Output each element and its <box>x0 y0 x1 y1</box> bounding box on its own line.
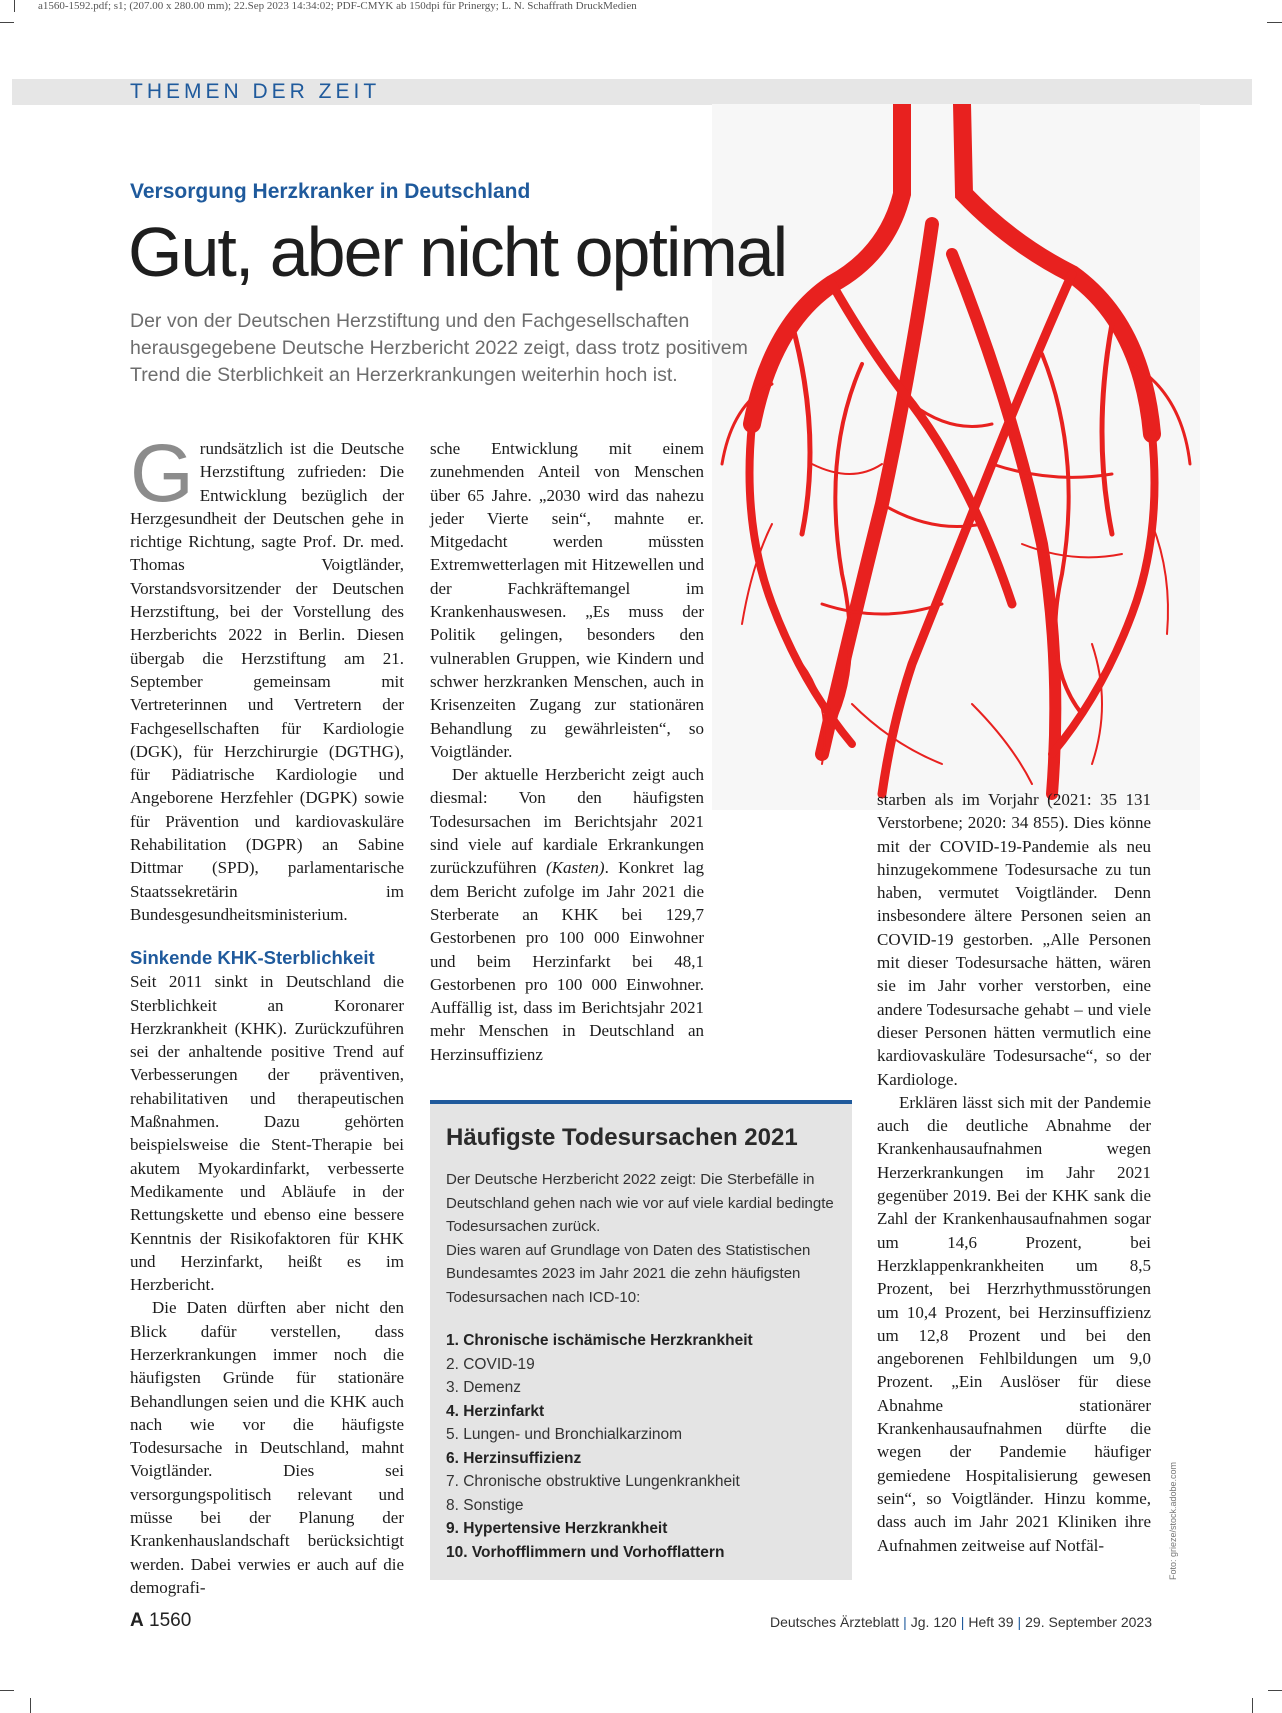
list-item: 3. Demenz <box>446 1379 521 1396</box>
footer-issue: Heft 39 <box>968 1614 1014 1630</box>
crop-mark-bottom-left <box>30 1698 31 1713</box>
list-item: 7. Chronische obstruktive Lungenkrankheit <box>446 1473 740 1490</box>
paragraph: Seit 2011 sinkt in Deutschland die Sterblichkeit an Koronarer Herzkrankheit (KHK). Zurückzuführen sei der anhaltende positive Trend auf Verbesserungen der präventiven, rehabilitativen und therapeutischen Maßnahmen. Dazu gehörten beispielsweise die Stent-Therapie bei akutem Myokardinfarkt, verbesserte Medikamente und Abläufe in der Rettungskette und ebenso eine bessere Kenntnis der Risikofaktoren für KHK und Herzinfarkt, heißt es im Herzbericht. <box>130 972 404 1295</box>
footer-journal: Deutsches Ärzteblatt <box>769 1614 900 1630</box>
info-box-title: Häufigste Todesursachen 2021 <box>446 1124 798 1151</box>
article-teaser: Der von der Deutschen Herzstiftung und den Fachgesellschaften herausgegebene Deutsche Herzbericht 2022 zeigt, dass trotz positivem Trend die Sterblichkeit an Herzerkrankungen weiterhin hoch ist. <box>130 310 748 386</box>
list-item: 6. Herzinsuffizienz <box>446 1449 582 1467</box>
heart-vessels-photo <box>712 104 1200 810</box>
footer-separator: | <box>1017 1614 1022 1630</box>
paragraph: Die Daten dürften aber nicht den Blick dafür verstellen, dass Herzerkrankungen immer noch die häufigsten Gründe für stationäre Behandlungen seien und die KHK auch nach wie vor die häufigste Todesursache in Deutschland, mahnt Voigtländer. Dies sei versorgungspolitisch relevant und müsse bei der Planung der Krankenhauslandschaft berücksichtigt werden. Dabei verwies er auch auf die demografi- <box>130 1298 404 1597</box>
list-item: 4. Herzinfarkt <box>446 1402 545 1420</box>
info-box <box>430 1100 852 1580</box>
paragraph-text: Der aktuelle Herzbericht zeigt auch diesmal: Von den häufigsten Todesursachen im Berichtsjahr 2021 sind viele auf kardiale Erkrankungen zurückzuführen <box>430 765 704 878</box>
paragraph: Erklären lässt sich mit der Pandemie auch die deutliche Abnahme der Krankenhausaufnahmen wegen Herzerkrankungen im Jahr 2021 gegenüber 2019. Bei der KHK sank die Zahl der Krankenhausaufnahmen sogar um 14,6 Prozent, bei Herzklappenkrankheiten um 8,5 Prozent, bei Herzrhythmusstörungen um 10,4 Prozent, bei Herzinsuffizienz um 12,8 Prozent und bei den angeborenen Fehlbildungen um 9,0 Prozent. „Ein Auslöser für diese Abnahme stationärer Krankenhausaufnahmen dürfte die wegen der Pandemie häufiger gemiedene Hospitalisierung gewesen sein“, so Voigtländer. Hinzu komme, dass auch im Jahr 2021 Kliniken ihre Aufnahmen zeitweise auf Notfäl- <box>877 1092 1151 1555</box>
paragraph <box>130 428 404 926</box>
crop-mark-top-left-h <box>0 22 14 23</box>
paragraph-text: . Konkret lag dem Bericht zufolge im Jahr 2021 die Sterberate an KHK bei 129,7 Gestorbenen pro 100 000 Einwohner und beim Herzinfarkt bei 48,1 Gestorbenen pro 100 000 Einwohner. Auffällig ist, dass im Berichtsjahr 2021 mehr Menschen in Deutschland an Herzinsuffizienz <box>430 858 704 1064</box>
crop-mark-bottom-left-h <box>0 1690 14 1691</box>
crop-mark-bottom-right <box>1252 1698 1253 1713</box>
article-kicker: Versorgung Herzkranker in Deutschland <box>130 180 531 203</box>
info-box-text: Der Deutsche Herzbericht 2022 zeigt: Die Sterbefälle in Deutschland gehen nach wie vor auf viele kardial bedingte Todesursachen zurück. <box>446 1171 834 1235</box>
list-item: 10. Vorhofflimmern und Vorhofflattern <box>446 1543 725 1561</box>
page-number-value: 1560 <box>149 1610 192 1631</box>
paragraph: sche Entwicklung mit einem zunehmenden Anteil von Menschen über 65 Jahre. „2030 wird das nahezu jeder Vierte sein“, mahnte er. Mitgedacht werden müssten Extremwetterlagen mit Hitzewellen und der Fachkräftemangel im Krankenhauswesen. „Es muss der Politik gelingen, besonders den vulnerablen Gruppen, wie Kindern und schwer herzkranken Menschen, auch in Krisenzeiten Zugang zur stationären Behandlung zu gewährleisten“, so Voigtländer. <box>430 439 704 761</box>
list-item: 1. Chronische ischämische Herzkrankheit <box>446 1332 753 1349</box>
footer-separator: | <box>960 1614 965 1630</box>
info-box-text: Dies waren auf Grundlage von Daten des Statistischen Bundesamtes 2023 im Jahr 2021 die zehn häufigsten Todesursachen nach ICD-10: <box>446 1241 811 1306</box>
page-number <box>130 1610 191 1632</box>
crop-mark-bottom-right-h <box>1268 1690 1282 1691</box>
list-item: 8. Sonstige <box>446 1496 524 1514</box>
footer-volume: Jg. 120 <box>910 1614 957 1630</box>
text-column-2 <box>430 437 704 1066</box>
article-headline: Gut, aber nicht optimal <box>128 213 787 291</box>
page-prefix: A <box>130 1610 144 1631</box>
drop-cap: G <box>130 428 194 519</box>
crop-mark-top-right <box>1267 22 1282 23</box>
text-column-1 <box>130 428 404 1599</box>
list-item: 5. Lungen- und Bronchialkarzinom <box>446 1426 683 1443</box>
footer-date: 29. September 2023 <box>1025 1614 1152 1630</box>
print-metadata: a1560-1592.pdf; s1; (207.00 x 280.00 mm); 22.Sep 2023 14:34:02; PDF-CMYK ab 150dpi für Prinergy; L. N. Schaffrath DruckMedien <box>38 0 637 12</box>
box-reference: (Kasten) <box>546 858 605 878</box>
paragraph-text: rundsätzlich ist die Deutsche Herzstiftung zufrieden: Die Entwicklung bezüglich der Herzgesundheit der Deutschen gehe in richtige Richtung, sagte Prof. Dr. med. Thomas Voigtländer, Vorstandsvorsitzender der Deutschen Herzstiftung, bei der Vorstellung des Herzberichts 2022 in Berlin. Diesen übergab die Herzstiftung am 21. September gemeinsam mit Vertreterinnen und Vertretern der Fachgesellschaften für Kardiologie (DGK), für Herzchirurgie (DGTHG), für Pädiatrische Kardiologie und Angeborene Herzfehler (DGPK) sowie für Prävention und kardiovaskuläre Rehabilitation (DGPR) an Sabine Dittmar (SPD), parlamentarische Staatssekretärin im Bundesgesundheitsministerium. <box>130 439 404 924</box>
text-column-3 <box>877 788 1151 1557</box>
photo-credit: Foto: grieze/stock.adobe.com <box>1168 1461 1178 1580</box>
section-label: THEMEN DER ZEIT <box>130 80 381 103</box>
crop-mark-top-left <box>14 0 15 12</box>
list-item: 2. COVID-19 <box>446 1355 535 1373</box>
footer <box>770 1614 1152 1630</box>
footer-separator: | <box>903 1614 907 1630</box>
death-causes-list <box>446 1329 836 1564</box>
paragraph: starben als im Vorjahr (2021: 35 131 Verstorbene; 2020: 34 855). Dies könne mit der COVID-19-Pandemie als neu hinzugekommene Todesursache zu tun haben, vermutet Voigtländer. Denn insbesondere ältere Personen seien an COVID-19 gestorben. „Alle Personen mit dieser Todesursache hätten, wären sie im Jahr vorher verstorben, eine andere Todesursache gehabt – und viele dieser Personen hätten vermutlich eine kardiovaskuläre Todesursache“, so der Kardiologe. <box>877 790 1151 1089</box>
subheading: Sinkende KHK-Sterblichkeit <box>130 947 375 969</box>
list-item: 9. Hypertensive Herzkrankheit <box>446 1520 668 1537</box>
paragraph <box>430 763 704 1066</box>
